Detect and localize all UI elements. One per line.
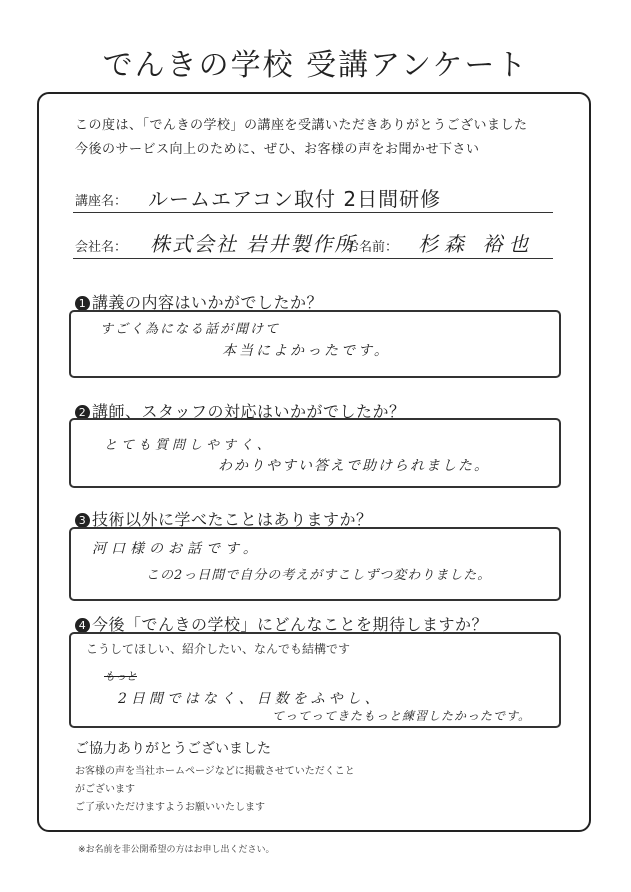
answer-3-line-2: この2っ日間で自分の考えがすこしずつ変わりました。 <box>146 568 492 583</box>
question-1-text: 講義の内容はいかがでしたか？ <box>92 293 324 312</box>
name-label: お名前： <box>346 240 399 255</box>
answer-3-line-1: 河口様のお話です。 <box>92 541 262 557</box>
notice-line-3: ご了承いただけますようお願いいたします <box>75 802 265 813</box>
answer-2-line-2: わかりやすい答えで助けられました。 <box>218 458 490 474</box>
footnote: ※お名前を非公開希望の方はお申し出ください。 <box>78 845 275 855</box>
question-4-number: 4 <box>75 618 90 633</box>
answer-4-line-2: てってってきたもっと練習したかったです。 <box>272 709 532 723</box>
course-underline <box>73 212 553 213</box>
notice-line-1: お客様の声を当社ホームページなどに掲載させていただくこと <box>75 766 355 777</box>
answer-box-2 <box>69 418 561 488</box>
answer-4-line-1: 2日間ではなく、日数をふやし、 <box>118 691 383 707</box>
name-underline <box>73 258 553 259</box>
thanks-message: ご協力ありがとうございました <box>75 741 271 757</box>
course-name: ルームエアコン取付 2日間研修 <box>148 187 442 211</box>
course-label: 講座名： <box>75 194 128 209</box>
intro-line-2: 今後のサービス向上のために、ぜひ、お客様の声をお聞かせ下さい <box>75 142 480 157</box>
answer-1-line-2: 本当によかったです。 <box>222 343 391 359</box>
question-2-text: 講師、スタッフの対応はいかがでしたか？ <box>92 402 406 421</box>
name-value: 杉森 裕也 <box>418 232 535 256</box>
question-2-number: 2 <box>75 405 90 420</box>
notice-line-2: がございます <box>75 784 135 795</box>
company-value: 株式会社 岩井製作所 <box>150 232 357 256</box>
question-3-text: 技術以外に学べたことはありますか？ <box>92 510 373 529</box>
question-4-text: 今後「でんきの学校」にどんなことを期待しますか？ <box>92 615 489 634</box>
question-1-number: 1 <box>75 296 90 311</box>
intro-line-1: この度は、「でんきの学校」の講座を受講いただきありがとうございました <box>75 118 528 133</box>
answer-2-line-1: とても質問しやすく、 <box>104 438 274 453</box>
answer-1-line-1: すごく為になる話が聞けて <box>100 322 281 337</box>
survey-title: でんきの学校 受講アンケート <box>102 48 529 83</box>
question-3-number: 3 <box>75 513 90 528</box>
answer-4-struck-word: もっと <box>104 670 137 683</box>
question-4-hint: こうしてほしい、紹介したい、なんでも結構です <box>86 642 351 656</box>
company-label: 会社名： <box>75 240 128 255</box>
